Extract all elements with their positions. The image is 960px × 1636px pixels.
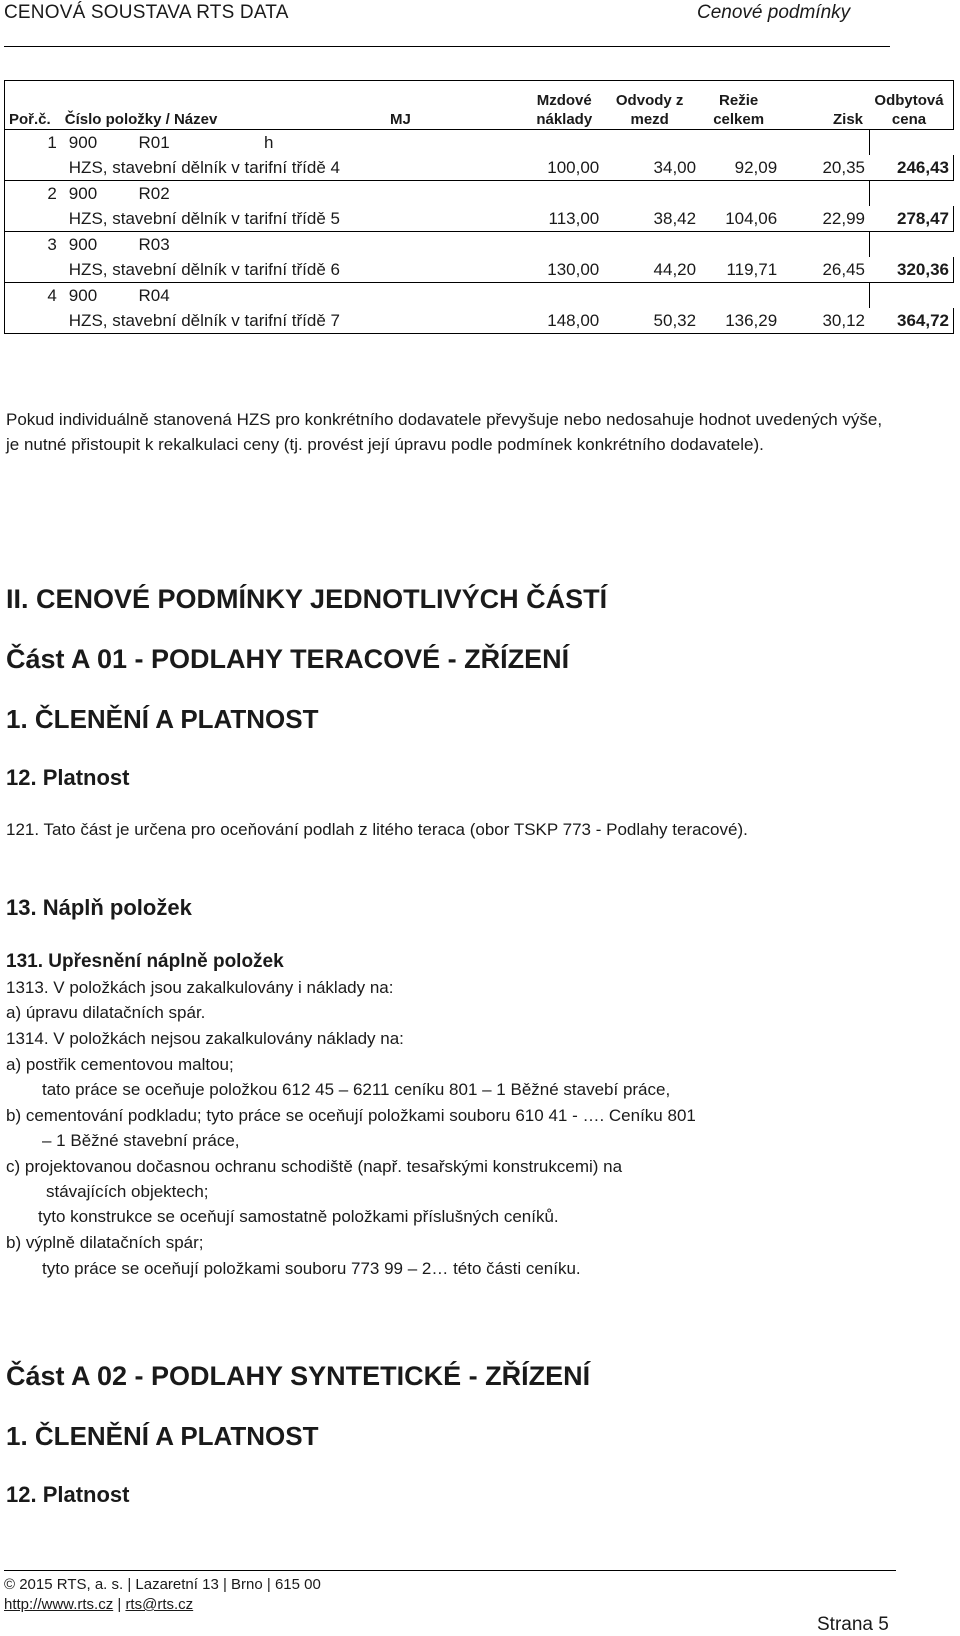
col-mzdove-label: Mzdové náklady [536,92,593,128]
document-header-section: Cenové podmínky [697,2,851,23]
col-mzdove [439,81,603,130]
col-poradi: Poř.č. [5,81,65,130]
a01-list-line: a) postřik cementovou maltou; [6,1055,234,1074]
item-name: HZS, stavební dělník v tarifní třídě 6 [65,257,439,283]
hzs-note-paragraph: Pokud individuálně stanovená HZS pro konkrétního dodavatele převyšuje nebo nedosahuje hodnot uvedených výše, je nutné přistoupit k rekalkulaci ceny (tj. provést její úpravu podle podmínek konkrétního dodavatele). [6,410,883,454]
footer-email-link[interactable]: rts@rts.cz [125,1596,194,1613]
table-row [5,155,954,181]
footer-divider [4,1570,896,1571]
col-rezie [700,81,781,130]
value-cena: 364,72 [869,308,954,334]
a01-list-line: stávajících objektech; [46,1182,209,1201]
item-code-main: 900 [68,184,98,203]
footer-address: © 2015 RTS, a. s. | Lazaretní 13 | Brno | 615 00 [4,1576,321,1593]
value-rezie: 119,71 [700,257,781,283]
table-header-row [5,81,954,130]
value-rezie: 104,06 [700,206,781,232]
col-odvody-label: Odvody z mezd [615,92,684,128]
item-code-sub: R01 [138,133,170,152]
value-mzdove: 130,00 [439,257,603,283]
a01-list-line: tato práce se oceňuje položkou 612 45 – 6211 ceníku 801 – 1 Běžné stavebí práce, [42,1080,671,1099]
hzs-price-table [4,80,954,334]
a01-heading-napln: 13. Náplň položek [6,895,192,920]
value-odvody: 50,32 [603,308,700,334]
footer-separator: | [113,1596,126,1613]
a01-list-line: b) cementování podkladu; tyto práce se oceňují položkami souboru 610 41 - …. Ceníku 801 [6,1106,696,1125]
table-row [5,232,954,258]
value-zisk: 20,35 [781,155,869,181]
footer-contacts [4,1596,193,1613]
col-rezie-label: Režie celkem [713,92,765,128]
table-row [5,257,954,283]
row-number: 3 [5,232,65,258]
table-row [5,130,954,156]
item-name: HZS, stavební dělník v tarifní třídě 4 [65,155,439,181]
row-number: 2 [5,181,65,207]
table-row [5,283,954,309]
item-code-sub: R03 [138,235,170,254]
item-code-main: 900 [68,235,98,254]
item-unit: h [263,133,274,152]
a02-heading-platnost: 12. Platnost [6,1482,130,1507]
a01-list-line: – 1 Běžné stavební práce, [42,1131,240,1150]
value-cena: 278,47 [869,206,954,232]
item-unit [390,181,439,207]
table-row [5,308,954,334]
page-number: Strana 5 [817,1614,889,1635]
col-cislo-nazev: Číslo položky / Název [65,81,390,130]
item-unit [390,232,439,258]
header-divider [4,46,890,47]
col-odvody [603,81,700,130]
item-code-sub: R04 [138,286,170,305]
part-a02-title: Část A 02 - PODLAHY SYNTETICKÉ - ZŘÍZENÍ [6,1361,591,1391]
item-name: HZS, stavební dělník v tarifní třídě 7 [65,308,439,334]
value-mzdove: 113,00 [439,206,603,232]
a01-heading-cleneni: 1. ČLENĚNÍ A PLATNOST [6,704,319,734]
a01-item-1313a: a) úpravu dilatačních spár. [6,1003,206,1022]
value-cena: 320,36 [869,257,954,283]
a01-paragraph-1314: 1314. V položkách nejsou zakalkulovány náklady na: [6,1029,404,1048]
a01-list-line: tyto práce se oceňují položkami souboru 773 99 – 2… této části ceníku. [42,1259,581,1278]
part-a01-title: Část A 01 - PODLAHY TERACOVÉ - ZŘÍZENÍ [6,644,570,674]
a01-paragraph-121: 121. Tato část je určena pro oceňování podlah z litého teraca (obor TSKP 773 - Podlahy teracové). [6,820,748,839]
value-odvody: 44,20 [603,257,700,283]
col-mj: MJ [390,81,439,130]
footer-web-link[interactable]: http://www.rts.cz [4,1596,114,1613]
value-mzdove: 148,00 [439,308,603,334]
item-code-main: 900 [68,286,98,305]
value-zisk: 26,45 [781,257,869,283]
row-number: 4 [5,283,65,309]
value-rezie: 92,09 [700,155,781,181]
a01-list-line: tyto konstrukce se oceňují samostatně položkami příslušných ceníků. [38,1207,559,1226]
value-odvody: 34,00 [603,155,700,181]
row-number: 1 [5,130,65,156]
value-zisk: 22,99 [781,206,869,232]
table-row [5,206,954,232]
a01-heading-upresneni: 131. Upřesnění náplně položek [6,951,284,972]
col-cena [869,81,954,130]
table-row [5,181,954,207]
item-unit [390,283,439,309]
value-odvody: 38,42 [603,206,700,232]
a01-heading-platnost: 12. Platnost [6,765,130,790]
document-header-title: CENOVÁ SOUSTAVA RTS DATA [4,2,289,23]
a01-paragraph-1313: 1313. V položkách jsou zakalkulovány i náklady na: [6,978,394,997]
section-title: II. CENOVÉ PODMÍNKY JEDNOTLIVÝCH ČÁSTÍ [6,584,608,614]
value-zisk: 30,12 [781,308,869,334]
col-zisk: Zisk [781,81,869,130]
value-mzdove: 100,00 [439,155,603,181]
col-cena-label: Odbytová cena [874,92,944,128]
item-code-main: 900 [68,133,98,152]
a01-list-line: b) výplně dilatačních spár; [6,1233,204,1252]
item-name: HZS, stavební dělník v tarifní třídě 5 [65,206,439,232]
item-code-sub: R02 [138,184,170,203]
value-cena: 246,43 [869,155,954,181]
value-rezie: 136,29 [700,308,781,334]
a02-heading-cleneni: 1. ČLENĚNÍ A PLATNOST [6,1421,319,1451]
a01-list-line: c) projektovanou dočasnou ochranu schodiště (např. tesařskými konstrukcemi) na [6,1157,623,1176]
